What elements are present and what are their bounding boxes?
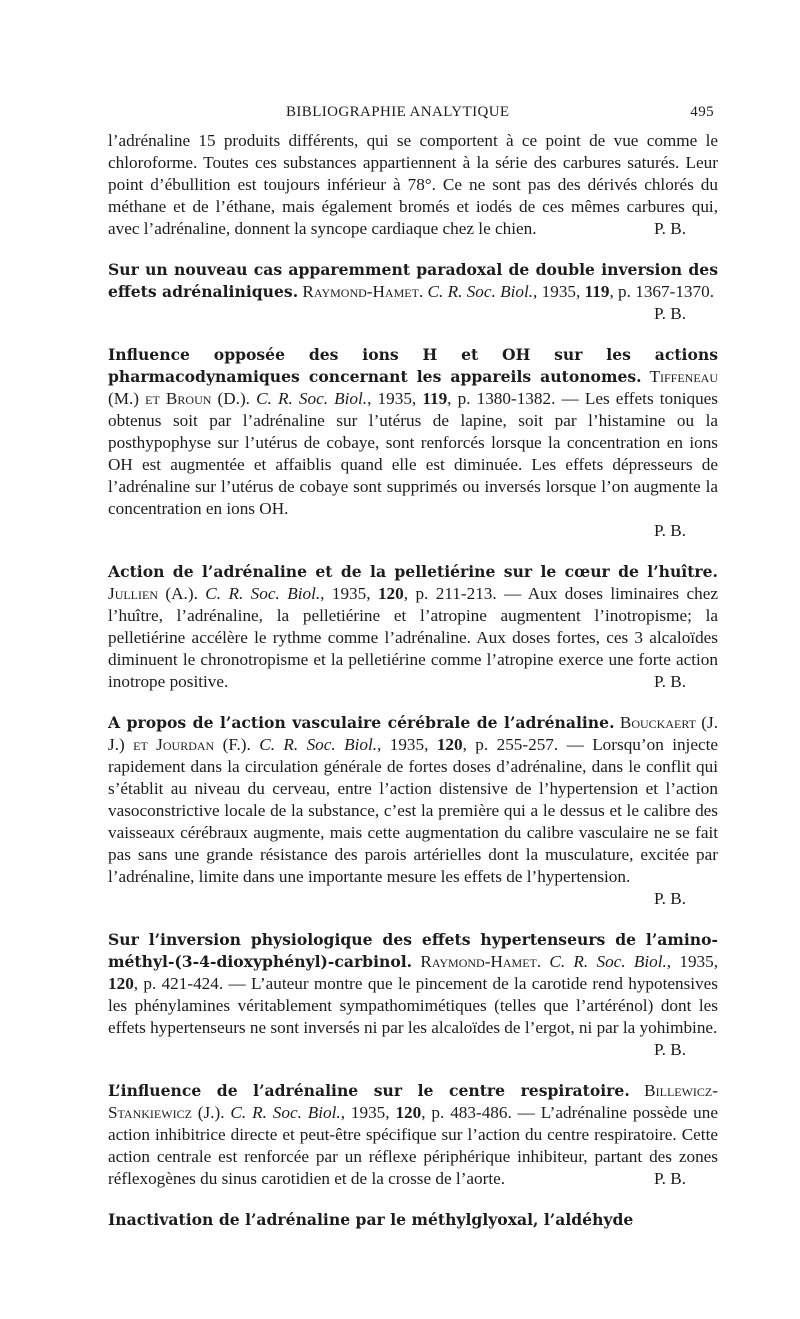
entry-author: Raymond-Hamet. — [420, 952, 542, 971]
running-header-title: BIBLIOGRAPHIE ANALYTIQUE — [286, 104, 510, 120]
entry-title: Action de l’adrénaline et de la pelletiérine sur le cœur de l’huître. — [108, 562, 718, 581]
entry-year: , 1935, — [367, 389, 417, 408]
bibliography-entry — [108, 712, 718, 910]
bibliography-entry — [108, 561, 718, 693]
page-body — [108, 130, 718, 1231]
entry-journal: C. R. Soc. Biol. — [256, 389, 368, 408]
entry-abstract: L’auteur montre que le pincement de la carotide rend hypotensives les phénylamines véritablement sympathomimétiques (telles que l’artérénol) dont les effets hypertenseurs ne sont inversés ni par les alcaloïdes de l’ergot, ni par la yohimbine. — [108, 974, 718, 1037]
abstract-signature: P. B. — [653, 1169, 686, 1188]
entry-pages: , p. 211-213. — — [403, 584, 522, 603]
entry-pages: , p. 1380-1382. — — [447, 389, 579, 408]
entry-abstract: Lorsqu’on injecte rapidement dans la circulation générale de fortes doses d’adrénaline, dans le conflit qui s’établit au niveau du cerveau, entre l’action distensive de l’hypertension et l’action vasoconstrictive locale de la substance, c’est la première qui a le dessus et le calibre des vaisseaux cérébraux augmente, mais cette augmentation du calibre vasculaire ne se fait pas sans une grande résistance des parois artérielles dont la musculature, excitée par l’adrénaline, limite dans une importante mesure les effets de l’hypertension. — [108, 735, 718, 886]
entry-pages: , p. 1367-1370. — [609, 282, 714, 301]
bibliography-entry — [108, 1209, 718, 1231]
entry-title: Sur l’inversion physiologique des effets hypertenseurs de l’amino-méthyl-(3-4-dioxyphényl)-carbinol. — [108, 930, 718, 971]
entry-journal: C. R. Soc. Biol. — [549, 952, 667, 971]
continuation-text: l’adrénaline 15 produits différents, qui se comportent à ce point de vue comme le chloroforme. Toutes ces substances appartiennent à la série des carbures saturés. Leur point d’ébullition est toujours inférieur à 78°. Ce ne sont pas des dérivés chlorés du méthane et de l’éthane, mais également bromés et iodés de ces mêmes carbures qui, avec l’adrénaline, donnent la syncope cardiaque chez le chien. — [108, 131, 718, 238]
abstract-signature: P. B. — [653, 304, 686, 323]
continuation-paragraph — [108, 130, 718, 240]
abstract-signature: P. B. — [653, 672, 686, 691]
entry-volume: 119 — [422, 389, 448, 408]
entry-journal: C. R. Soc. Biol. — [259, 735, 378, 754]
entry-year: , 1935, — [320, 584, 371, 603]
abstract-signature: P. B. — [653, 219, 686, 238]
entry-pages: , p. 255-257. — — [462, 735, 584, 754]
entry-journal: C. R. Soc. Biol. — [205, 584, 321, 603]
entry-pages: , p. 421-424. — — [133, 974, 246, 993]
bibliography-entry — [108, 929, 718, 1061]
entry-year: , 1935, — [340, 1103, 390, 1122]
entry-title: Influence opposée des ions H et OH sur les actions pharmacodynamiques concernant les appareils autonomes. — [108, 345, 718, 386]
bibliography-entry — [108, 259, 718, 325]
bibliography-entry — [108, 344, 718, 542]
abstract-signature: P. B. — [653, 1040, 686, 1059]
entry-journal: C. R. Soc. Biol. — [427, 282, 534, 301]
entry-author: Tiffeneau (M.) et Broun (D.). — [108, 367, 718, 408]
entry-volume: 120 — [436, 735, 463, 754]
entry-year: , 1935, — [533, 282, 581, 301]
entry-journal: C. R. Soc. Biol. — [230, 1103, 341, 1122]
abstract-signature: P. B. — [653, 521, 686, 540]
entry-volume: 120 — [377, 584, 404, 603]
entry-author: Jullien (A.). — [108, 584, 198, 603]
running-header — [108, 104, 714, 121]
entry-volume: 119 — [584, 282, 610, 301]
entry-title: Inactivation de l’adrénaline par le méthylglyoxal, l’aldéhyde — [108, 1210, 634, 1229]
page-number: 495 — [690, 104, 714, 120]
entry-author: Billewicz-Stankiewicz (J.). — [108, 1081, 718, 1122]
entry-abstract: Aux doses liminaires chez l’huître, l’adrénaline, la pelletiérine et l’atropine augmentent l’inotropisme; la pelletiérine accélère le rythme comme l’adrénaline. Aux doses fortes, ces 3 alcaloïdes diminuent le chronotropisme et la pelletiérine comme l’atropine exerce une forte action inotrope positive. — [108, 584, 719, 691]
entry-volume: 120 — [108, 974, 134, 993]
entry-author: Bouckaert (J. J.) et Jourdan (F.). — [108, 713, 718, 754]
entry-title: Sur un nouveau cas apparemment paradoxal de double inversion des effets adrénaliniques. — [108, 260, 718, 301]
entry-year: , 1935, — [377, 735, 429, 754]
entry-title: A propos de l’action vasculaire cérébrale de l’adrénaline. — [108, 713, 615, 732]
entry-author: Raymond-Hamet. — [302, 282, 424, 301]
entry-title: L’influence de l’adrénaline sur le centre respiratoire. — [108, 1081, 630, 1100]
entry-abstract: Les effets toniques obtenus soit par l’adrénaline sur l’utérus de lapine, soit par l’histamine ou la posthypophyse sur l’utérus de cobaye, sont renforcés lorsque la concentration en ions OH est augmentée et affaiblis quand elle est diminuée. Les effets dépresseurs de l’adrénaline sur l’utérus de cobaye sont supprimés ou inversés lorsque l’on augmente la concentration en ions OH. — [108, 389, 718, 518]
abstract-signature: P. B. — [653, 889, 686, 908]
bibliography-entry — [108, 1080, 718, 1190]
entry-year: , 1935, — [666, 952, 719, 971]
entry-pages: , p. 483-486. — — [421, 1103, 535, 1122]
entry-abstract: L’adrénaline possède une action inhibitrice directe et peut-être spécifique sur l’action du centre respiratoire. Cette action centrale est renforcée par un réflexe périphérique inhibiteur, partant des zones réflexogènes du sinus carotidien et de la crosse de l’aorte. — [108, 1103, 718, 1188]
entry-volume: 120 — [395, 1103, 422, 1122]
